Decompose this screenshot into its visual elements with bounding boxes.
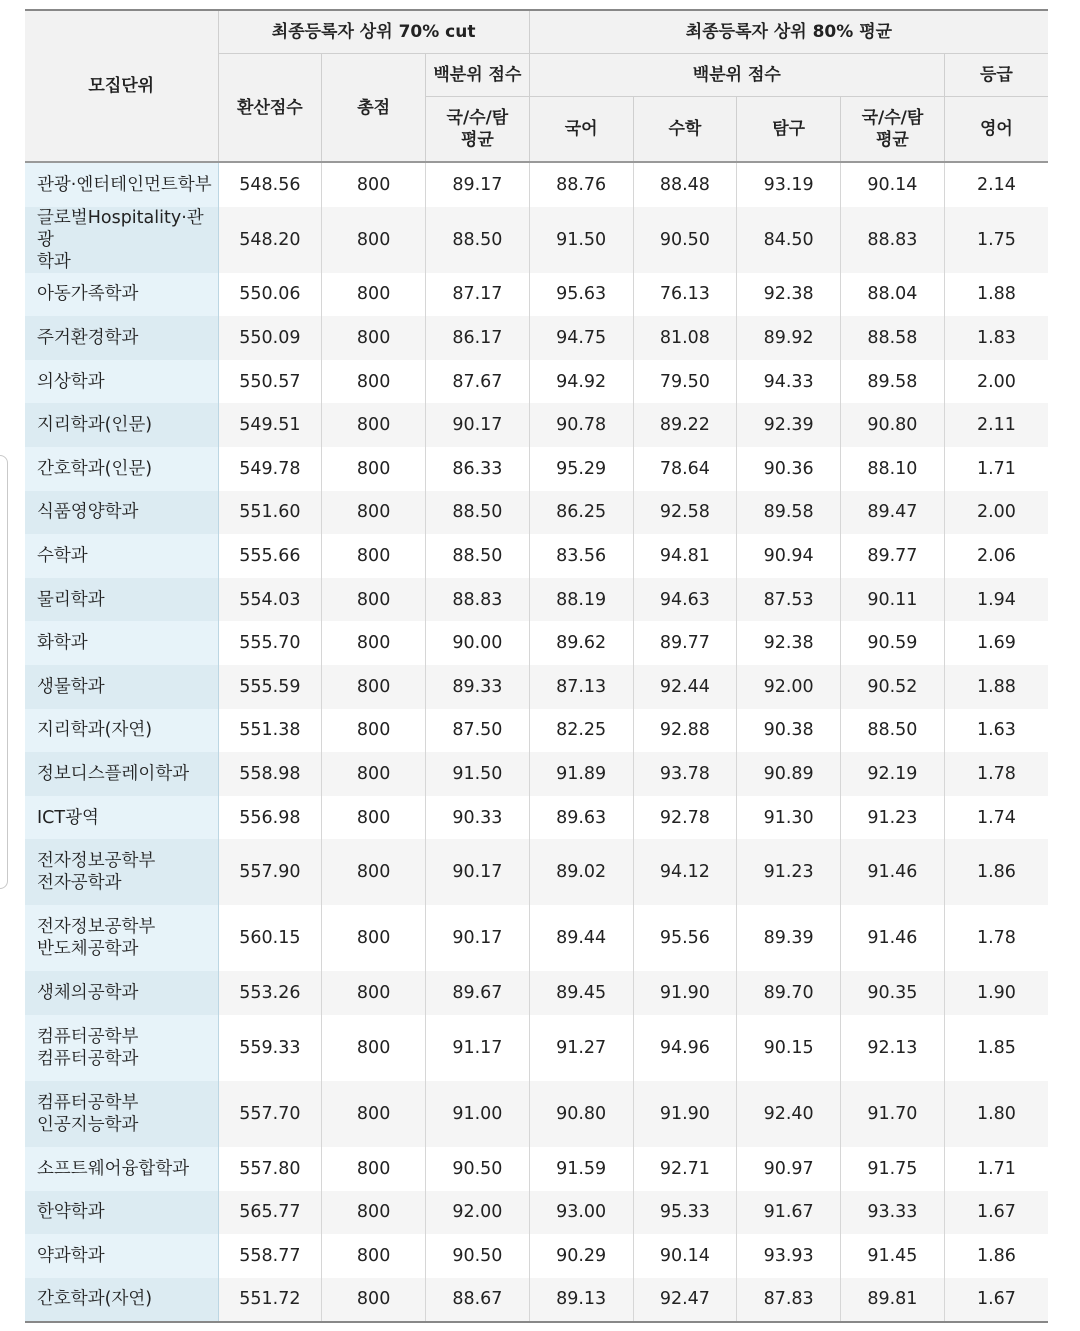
cell-korean: 83.56 [529,534,633,578]
cell-math: 76.13 [633,273,737,317]
cell-converted-score: 557.70 [218,1081,322,1147]
header-percentile-score: 백분위 점수 [426,54,530,97]
cell-inquiry: 92.39 [737,403,841,447]
cell-english: 1.88 [944,665,1048,709]
header-group-cut: 최종등록자 상위 70% cut [218,10,529,54]
cell-math: 79.50 [633,360,737,404]
header-math: 수학 [633,97,737,163]
cell-math: 91.90 [633,971,737,1015]
cell-total: 800 [322,971,426,1015]
cell-math: 95.33 [633,1191,737,1235]
cell-korean: 89.13 [529,1278,633,1323]
cell-math: 93.78 [633,752,737,796]
table-header [25,10,1048,162]
cell-english: 1.94 [944,578,1048,622]
cell-inquiry: 89.70 [737,971,841,1015]
cell-inquiry: 93.19 [737,162,841,207]
cell-kms-avg: 91.46 [841,905,945,971]
cell-inquiry: 90.36 [737,447,841,491]
cell-total: 800 [322,447,426,491]
cell-kms-avg-cut: 91.00 [426,1081,530,1147]
cell-unit-name: 주거환경학과 [25,316,218,360]
cell-inquiry: 92.38 [737,621,841,665]
cell-kms-avg-cut: 90.50 [426,1234,530,1278]
cell-kms-avg-cut: 92.00 [426,1191,530,1235]
table-row [25,403,1048,447]
cell-total: 800 [322,578,426,622]
cell-math: 92.58 [633,491,737,535]
table-row [25,839,1048,905]
cell-kms-avg: 88.10 [841,447,945,491]
cell-english: 1.69 [944,621,1048,665]
header-grade: 등급 [944,54,1048,97]
cell-kms-avg-cut: 91.17 [426,1015,530,1081]
cell-kms-avg-cut: 86.33 [426,447,530,491]
table-row [25,534,1048,578]
cell-kms-avg: 92.19 [841,752,945,796]
table-row [25,162,1048,207]
cell-math: 94.81 [633,534,737,578]
cell-kms-avg-cut: 88.50 [426,491,530,535]
cell-converted-score: 549.78 [218,447,322,491]
cell-total: 800 [322,665,426,709]
cell-unit-name: ICT광역 [25,796,218,840]
cell-converted-score: 557.90 [218,839,322,905]
header-inquiry: 탐구 [737,97,841,163]
cell-korean: 89.44 [529,905,633,971]
table-row [25,1147,1048,1191]
cell-math: 89.77 [633,621,737,665]
cell-kms-avg-cut: 87.50 [426,709,530,753]
table-row [25,491,1048,535]
cell-korean: 88.19 [529,578,633,622]
cell-english: 2.11 [944,403,1048,447]
cell-kms-avg-cut: 90.17 [426,839,530,905]
cell-english: 1.85 [944,1015,1048,1081]
cell-math: 81.08 [633,316,737,360]
cell-inquiry: 84.50 [737,207,841,273]
cell-english: 1.86 [944,839,1048,905]
cell-english: 1.83 [944,316,1048,360]
header-korean: 국어 [529,97,633,163]
cell-unit-name: 수학과 [25,534,218,578]
cell-english: 1.71 [944,1147,1048,1191]
cell-converted-score: 555.59 [218,665,322,709]
cell-converted-score: 558.98 [218,752,322,796]
table-row [25,752,1048,796]
cell-kms-avg-cut: 87.17 [426,273,530,317]
cell-kms-avg: 92.13 [841,1015,945,1081]
header-converted-score: 환산점수 [218,54,322,163]
cell-korean: 91.50 [529,207,633,273]
header-english: 영어 [944,97,1048,163]
cell-total: 800 [322,273,426,317]
cell-kms-avg: 90.80 [841,403,945,447]
cell-math: 78.64 [633,447,737,491]
cell-kms-avg-cut: 90.17 [426,403,530,447]
cell-math: 89.22 [633,403,737,447]
cell-total: 800 [322,534,426,578]
cell-unit-name: 생체의공학과 [25,971,218,1015]
cell-unit-name: 정보디스플레이학과 [25,752,218,796]
cell-converted-score: 550.09 [218,316,322,360]
cell-inquiry: 90.97 [737,1147,841,1191]
cell-korean: 90.29 [529,1234,633,1278]
cell-english: 1.75 [944,207,1048,273]
cell-kms-avg: 88.58 [841,316,945,360]
cell-converted-score: 549.51 [218,403,322,447]
cell-unit-name: 약과학과 [25,1234,218,1278]
cell-unit-name: 한약학과 [25,1191,218,1235]
table-row [25,1278,1048,1323]
cell-converted-score: 558.77 [218,1234,322,1278]
cell-english: 2.00 [944,360,1048,404]
cell-kms-avg: 88.50 [841,709,945,753]
cell-math: 92.88 [633,709,737,753]
cell-kms-avg-cut: 87.67 [426,360,530,404]
cell-kms-avg-cut: 88.67 [426,1278,530,1323]
cell-math: 95.56 [633,905,737,971]
cell-math: 92.71 [633,1147,737,1191]
cell-korean: 91.89 [529,752,633,796]
cell-korean: 89.62 [529,621,633,665]
cell-converted-score: 550.06 [218,273,322,317]
cell-converted-score: 551.38 [218,709,322,753]
cell-unit-name: 전자정보공학부 반도체공학과 [25,905,218,971]
cell-converted-score: 551.72 [218,1278,322,1323]
cell-kms-avg-cut: 90.00 [426,621,530,665]
cell-kms-avg: 91.70 [841,1081,945,1147]
cell-total: 800 [322,905,426,971]
cell-math: 94.12 [633,839,737,905]
table-row [25,207,1048,273]
cell-english: 2.00 [944,491,1048,535]
cell-math: 92.78 [633,796,737,840]
cell-converted-score: 565.77 [218,1191,322,1235]
cell-unit-name: 의상학과 [25,360,218,404]
table-row [25,360,1048,404]
table-row [25,971,1048,1015]
cell-converted-score: 548.20 [218,207,322,273]
table-row [25,1234,1048,1278]
cell-kms-avg-cut: 91.50 [426,752,530,796]
scroll-handle[interactable] [0,455,8,889]
cell-total: 800 [322,1191,426,1235]
cell-unit-name: 식품영양학과 [25,491,218,535]
cell-kms-avg: 91.75 [841,1147,945,1191]
cell-total: 800 [322,1147,426,1191]
cell-korean: 95.63 [529,273,633,317]
cell-english: 1.90 [944,971,1048,1015]
cell-inquiry: 89.58 [737,491,841,535]
header-unit: 모집단위 [25,10,218,162]
cell-english: 1.78 [944,752,1048,796]
cell-inquiry: 90.38 [737,709,841,753]
header-kms-avg-cut: 국/수/탐 평균 [426,97,530,163]
cell-unit-name: 전자정보공학부 전자공학과 [25,839,218,905]
header-percentile-score-avg: 백분위 점수 [529,54,944,97]
header-total: 총점 [322,54,426,163]
cell-unit-name: 컴퓨터공학부 컴퓨터공학과 [25,1015,218,1081]
cell-kms-avg: 91.46 [841,839,945,905]
cell-inquiry: 92.00 [737,665,841,709]
cell-unit-name: 관광·엔터테인먼트학부 [25,162,218,207]
table-row [25,1081,1048,1147]
cell-math: 92.44 [633,665,737,709]
cell-math: 94.96 [633,1015,737,1081]
cell-kms-avg-cut: 88.50 [426,207,530,273]
cell-unit-name: 간호학과(인문) [25,447,218,491]
cell-converted-score: 555.66 [218,534,322,578]
cell-math: 90.14 [633,1234,737,1278]
cell-kms-avg: 89.81 [841,1278,945,1323]
cell-total: 800 [322,621,426,665]
cell-korean: 88.76 [529,162,633,207]
table-row [25,1191,1048,1235]
cell-total: 800 [322,403,426,447]
cell-korean: 86.25 [529,491,633,535]
cell-total: 800 [322,752,426,796]
table-row [25,447,1048,491]
table-row [25,621,1048,665]
cell-kms-avg: 91.45 [841,1234,945,1278]
cell-korean: 95.29 [529,447,633,491]
cell-kms-avg-cut: 89.67 [426,971,530,1015]
cell-kms-avg: 91.23 [841,796,945,840]
cell-kms-avg-cut: 88.83 [426,578,530,622]
cell-english: 1.63 [944,709,1048,753]
cell-unit-name: 물리학과 [25,578,218,622]
cell-converted-score: 553.26 [218,971,322,1015]
cell-inquiry: 87.53 [737,578,841,622]
table-row [25,273,1048,317]
cell-kms-avg-cut: 86.17 [426,316,530,360]
cell-kms-avg-cut: 90.33 [426,796,530,840]
table-row [25,665,1048,709]
cell-inquiry: 94.33 [737,360,841,404]
table-row [25,796,1048,840]
cell-total: 800 [322,839,426,905]
cell-kms-avg: 89.77 [841,534,945,578]
cell-korean: 82.25 [529,709,633,753]
cell-english: 1.80 [944,1081,1048,1147]
cell-converted-score: 551.60 [218,491,322,535]
cell-inquiry: 91.30 [737,796,841,840]
cell-korean: 89.63 [529,796,633,840]
cell-converted-score: 559.33 [218,1015,322,1081]
cell-unit-name: 생물학과 [25,665,218,709]
cell-inquiry: 91.23 [737,839,841,905]
cell-korean: 87.13 [529,665,633,709]
cell-unit-name: 컴퓨터공학부 인공지능학과 [25,1081,218,1147]
cell-english: 1.67 [944,1191,1048,1235]
cell-unit-name: 지리학과(자연) [25,709,218,753]
cell-unit-name: 소프트웨어융합학과 [25,1147,218,1191]
cell-total: 800 [322,1081,426,1147]
cell-english: 1.78 [944,905,1048,971]
cell-korean: 91.27 [529,1015,633,1081]
cell-inquiry: 92.40 [737,1081,841,1147]
cell-kms-avg-cut: 90.17 [426,905,530,971]
cell-total: 800 [322,491,426,535]
table-row [25,1015,1048,1081]
cell-kms-avg: 88.04 [841,273,945,317]
cell-unit-name: 아동가족학과 [25,273,218,317]
cell-korean: 94.92 [529,360,633,404]
cell-inquiry: 90.94 [737,534,841,578]
cell-total: 800 [322,1015,426,1081]
cell-math: 90.50 [633,207,737,273]
cell-kms-avg: 90.11 [841,578,945,622]
cell-math: 91.90 [633,1081,737,1147]
cell-korean: 93.00 [529,1191,633,1235]
header-kms-avg: 국/수/탐 평균 [841,97,945,163]
cell-kms-avg-cut: 89.17 [426,162,530,207]
cell-converted-score: 557.80 [218,1147,322,1191]
cell-total: 800 [322,709,426,753]
cell-inquiry: 93.93 [737,1234,841,1278]
cell-english: 2.14 [944,162,1048,207]
cell-kms-avg-cut: 89.33 [426,665,530,709]
cell-total: 800 [322,1234,426,1278]
table-row [25,905,1048,971]
cell-korean: 94.75 [529,316,633,360]
cell-total: 800 [322,1278,426,1323]
cell-total: 800 [322,796,426,840]
cell-math: 94.63 [633,578,737,622]
cell-korean: 91.59 [529,1147,633,1191]
cell-unit-name: 지리학과(인문) [25,403,218,447]
cell-english: 1.67 [944,1278,1048,1323]
cell-unit-name: 화학과 [25,621,218,665]
cell-kms-avg: 90.52 [841,665,945,709]
table-body [25,162,1048,1322]
cell-korean: 90.78 [529,403,633,447]
cell-inquiry: 90.89 [737,752,841,796]
cell-unit-name: 글로벌Hospitality·관광 학과 [25,207,218,273]
cell-korean: 89.02 [529,839,633,905]
cell-english: 2.06 [944,534,1048,578]
cell-kms-avg: 90.59 [841,621,945,665]
cell-converted-score: 554.03 [218,578,322,622]
cell-math: 88.48 [633,162,737,207]
table-row [25,316,1048,360]
cell-korean: 89.45 [529,971,633,1015]
cell-math: 92.47 [633,1278,737,1323]
cell-inquiry: 92.38 [737,273,841,317]
cell-total: 800 [322,162,426,207]
cell-converted-score: 550.57 [218,360,322,404]
cell-inquiry: 91.67 [737,1191,841,1235]
header-group-avg: 최종등록자 상위 80% 평균 [529,10,1048,54]
cell-kms-avg-cut: 90.50 [426,1147,530,1191]
cell-kms-avg: 90.14 [841,162,945,207]
table-row [25,578,1048,622]
cell-kms-avg: 88.83 [841,207,945,273]
admission-score-table [25,9,1048,1323]
cell-english: 1.71 [944,447,1048,491]
cell-english: 1.86 [944,1234,1048,1278]
cell-unit-name: 간호학과(자연) [25,1278,218,1323]
cell-converted-score: 548.56 [218,162,322,207]
cell-korean: 90.80 [529,1081,633,1147]
cell-converted-score: 556.98 [218,796,322,840]
cell-kms-avg: 89.58 [841,360,945,404]
cell-inquiry: 87.83 [737,1278,841,1323]
cell-converted-score: 555.70 [218,621,322,665]
cell-total: 800 [322,207,426,273]
cell-kms-avg: 90.35 [841,971,945,1015]
cell-english: 1.88 [944,273,1048,317]
cell-english: 1.74 [944,796,1048,840]
cell-inquiry: 90.15 [737,1015,841,1081]
table-row [25,709,1048,753]
cell-kms-avg-cut: 88.50 [426,534,530,578]
cell-total: 800 [322,360,426,404]
cell-inquiry: 89.92 [737,316,841,360]
cell-total: 800 [322,316,426,360]
cell-kms-avg: 89.47 [841,491,945,535]
cell-converted-score: 560.15 [218,905,322,971]
cell-kms-avg: 93.33 [841,1191,945,1235]
cell-inquiry: 89.39 [737,905,841,971]
